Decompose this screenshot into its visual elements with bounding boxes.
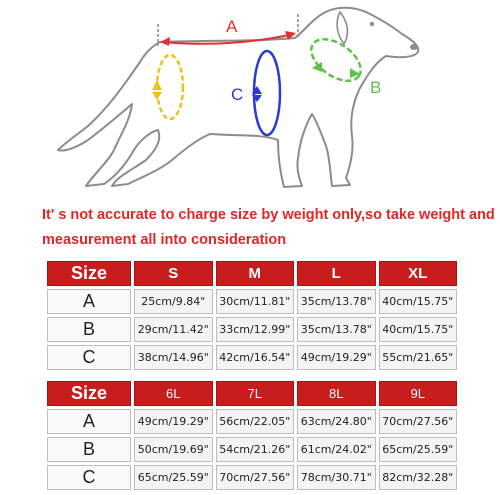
sizing-notice-line-2: measurement all into consideration [42,232,287,248]
table-cell: 61cm/24.02" [297,437,376,462]
table-cell: 29cm/11.42" [134,317,213,342]
size-header-label: Size [47,261,131,286]
table-cell: 38cm/14.96" [134,345,213,370]
row-label-a: A [47,289,131,314]
table-cell: 70cm/27.56" [379,409,458,434]
size-header-xl: XL [379,261,458,286]
table-cell: 54cm/21.26" [216,437,295,462]
table-row-a [47,289,457,314]
size-header-l: L [297,261,376,286]
table-row-a [47,409,457,434]
size-header-label: Size [47,381,131,406]
table-cell: 49cm/19.29" [297,345,376,370]
table-row-c [47,465,457,490]
table-cell: 50cm/19.69" [134,437,213,462]
table-cell: 82cm/32.28" [379,465,458,490]
row-label-b: B [47,317,131,342]
table-cell: 65cm/25.59" [134,465,213,490]
table-row-b [47,317,457,342]
table-row-c [47,345,457,370]
table-cell: 42cm/16.54" [216,345,295,370]
dog-nose [410,44,418,50]
table-cell: 49cm/19.29" [134,409,213,434]
size-chart-table-1 [44,258,460,373]
size-header-9l: 9L [379,381,458,406]
table-cell: 63cm/24.80" [297,409,376,434]
size-header-row [47,261,457,286]
table-cell: 25cm/9.84" [134,289,213,314]
size-chart-table-2 [44,378,460,493]
table-cell: 40cm/15.75" [379,317,458,342]
table-cell: 65cm/25.59" [379,437,458,462]
table-cell: 40cm/15.75" [379,289,458,314]
dog-eye [370,22,374,26]
sizing-notice-line-1: It' s not accurate to charge size by weight only,so take weight and [42,207,495,223]
table-cell: 78cm/30.71" [297,465,376,490]
size-header-7l: 7L [216,381,295,406]
size-header-m: M [216,261,295,286]
table-cell: 56cm/22.05" [216,409,295,434]
row-label-c: C [47,465,131,490]
measure-c-label: C [231,85,244,104]
table-cell: 35cm/13.78" [297,317,376,342]
dog-measurement-diagram [0,0,500,200]
table-cell: 33cm/12.99" [216,317,295,342]
table-cell: 55cm/21.65" [379,345,458,370]
table-row-b [47,437,457,462]
size-header-s: S [134,261,213,286]
measure-a-label: A [226,17,238,36]
measure-b-label: B [370,78,382,97]
table-cell: 30cm/11.81" [216,289,295,314]
row-label-a: A [47,409,131,434]
row-label-c: C [47,345,131,370]
size-header-8l: 8L [297,381,376,406]
row-label-b: B [47,437,131,462]
table-cell: 70cm/27.56" [216,465,295,490]
size-header-6l: 6L [134,381,213,406]
size-header-row [47,381,457,406]
table-cell: 35cm/13.78" [297,289,376,314]
